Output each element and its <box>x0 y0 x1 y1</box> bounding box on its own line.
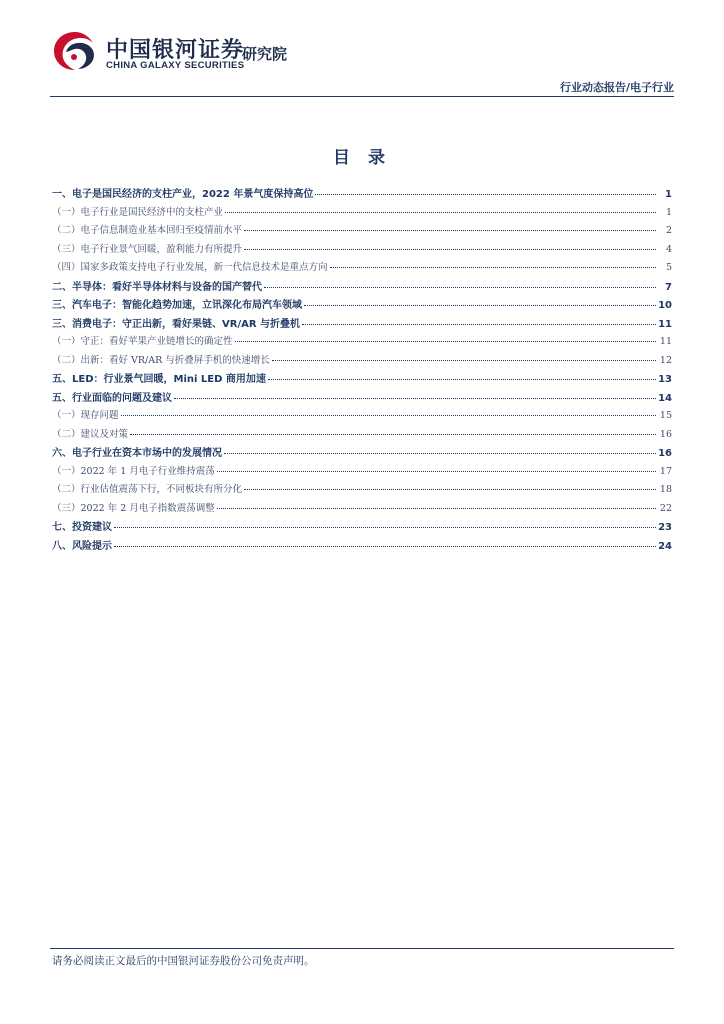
toc-leader-dots <box>244 230 656 231</box>
toc-entry[interactable] <box>52 537 672 556</box>
toc-entry-page: 15 <box>659 410 672 421</box>
toc-entry-text: 一、电子是国民经济的支柱产业，2022 年景气度保持高位 <box>52 189 314 200</box>
toc-leader-dots <box>174 398 656 399</box>
galaxy-logo-icon <box>52 30 98 72</box>
toc-leader-dots <box>302 324 656 325</box>
toc-entry-page: 1 <box>665 189 672 200</box>
toc-leader-dots <box>244 249 656 250</box>
toc-leader-dots <box>315 194 656 195</box>
toc-entry-page: 2 <box>665 225 672 236</box>
toc-entry-page: 23 <box>658 522 672 533</box>
toc-entry-page: 18 <box>659 484 672 495</box>
toc-entry-text: 二、半导体：看好半导体材料与设备的国产替代 <box>52 281 262 293</box>
toc-leader-dots <box>217 508 656 509</box>
toc-entry[interactable] <box>52 241 672 260</box>
toc-entry[interactable] <box>52 407 672 426</box>
toc-entry-page: 5 <box>665 262 672 273</box>
toc-entry[interactable] <box>52 481 672 500</box>
toc-entry-page: 22 <box>659 502 672 514</box>
toc-leader-dots <box>114 527 656 528</box>
toc-entry-text: （三）电子行业景气回暖，盈利能力有所提升 <box>52 243 243 255</box>
brand-name-cn: 中国银河证券 <box>106 38 245 63</box>
toc-entry-text: 五、LED：行业景气回暖，Mini LED 商用加速 <box>52 374 266 385</box>
toc-entry[interactable] <box>52 185 672 204</box>
report-type-label: 行业动态报告/电子行业 <box>559 81 674 94</box>
toc-entry[interactable] <box>52 222 672 241</box>
toc-entry[interactable] <box>52 518 672 537</box>
toc-leader-dots <box>224 453 656 454</box>
toc-leader-dots <box>114 546 656 547</box>
toc-entry-page: 11 <box>659 336 672 347</box>
footer-disclaimer: 请务必阅读正文最后的中国银河证券股份公司免责声明。 <box>52 955 315 967</box>
toc-entry-page: 11 <box>658 318 672 330</box>
toc-entry-text: 八、风险提示 <box>52 540 112 552</box>
toc-leader-dots <box>244 489 656 490</box>
footer-divider <box>50 948 674 949</box>
toc-entry-page: 10 <box>658 300 672 311</box>
toc-entry-page: 12 <box>659 354 672 366</box>
toc-entry-page: 16 <box>658 448 672 459</box>
toc-leader-dots <box>121 415 656 416</box>
toc-leader-dots <box>264 287 656 288</box>
toc-leader-dots <box>225 212 656 213</box>
institute-label: 研究院 <box>242 45 288 63</box>
toc-entry[interactable] <box>52 296 672 315</box>
toc-entry-page: 7 <box>665 281 672 293</box>
toc-entry[interactable] <box>52 370 672 389</box>
toc-entry-text: （一）现存问题 <box>52 410 119 421</box>
toc-leader-dots <box>130 434 656 435</box>
toc-leader-dots <box>304 305 656 306</box>
toc-entry-page: 13 <box>658 374 672 385</box>
toc-entry-text: （一）电子行业是国民经济中的支柱产业 <box>52 206 224 218</box>
toc-entry[interactable] <box>52 500 672 519</box>
toc-entry[interactable] <box>52 352 672 371</box>
toc-entry[interactable] <box>52 204 672 223</box>
toc-leader-dots <box>217 471 656 472</box>
toc-leader-dots <box>235 341 656 342</box>
toc-entry-text: 三、汽车电子：智能化趋势加速，立讯深化布局汽车领域 <box>52 300 302 311</box>
toc-entry-text: （二）电子信息制造业基本回归至疫情前水平 <box>52 225 243 236</box>
toc-leader-dots <box>272 360 656 361</box>
toc-entry[interactable] <box>52 278 672 297</box>
toc-entry[interactable] <box>52 463 672 482</box>
toc-entry-page: 4 <box>665 243 672 255</box>
toc-entry-page: 24 <box>658 540 672 552</box>
toc-entry-page: 1 <box>665 206 672 218</box>
toc-entry-text: （二）出新：看好 VR/AR 与折叠屏手机的快速增长 <box>52 354 270 366</box>
toc-entry-text: （二）行业估值震荡下行，不同板块有所分化 <box>52 484 243 495</box>
toc-entry[interactable] <box>52 426 672 445</box>
toc-entry-text: 三、消费电子：守正出新，看好果链、VR/AR 与折叠机 <box>52 318 301 330</box>
toc-entry[interactable] <box>52 259 672 278</box>
header-divider <box>50 96 674 97</box>
toc-entry-text: （四）国家多政策支持电子行业发展，新一代信息技术是重点方向 <box>52 262 328 273</box>
toc-entry-page: 17 <box>659 465 672 477</box>
toc-entry-text: （二）建议及对策 <box>52 428 129 440</box>
toc-entry-text: （一）守正：看好苹果产业链增长的确定性 <box>52 336 233 347</box>
toc-entry[interactable] <box>52 444 672 463</box>
toc-entry-text: （三）2022 年 2 月电子指数震荡调整 <box>52 502 215 514</box>
toc-entry[interactable] <box>52 389 672 408</box>
toc-entry-text: 七、投资建议 <box>52 522 112 533</box>
toc-entry[interactable] <box>52 315 672 334</box>
toc-entry-text: 五、行业面临的问题及建议 <box>52 392 172 404</box>
toc-entry-text: 六、电子行业在资本市场中的发展情况 <box>52 448 222 459</box>
toc-entry-text: （一）2022 年 1 月电子行业维持震荡 <box>52 465 215 477</box>
toc-leader-dots <box>268 379 656 380</box>
toc-leader-dots <box>330 267 656 268</box>
toc-entry-page: 16 <box>659 428 672 440</box>
toc-title: 目 录 <box>333 148 391 168</box>
table-of-contents <box>52 185 672 555</box>
brand-name-en: CHINA GALAXY SECURITIES <box>106 60 245 71</box>
toc-entry-page: 14 <box>658 392 672 404</box>
toc-entry[interactable] <box>52 333 672 352</box>
